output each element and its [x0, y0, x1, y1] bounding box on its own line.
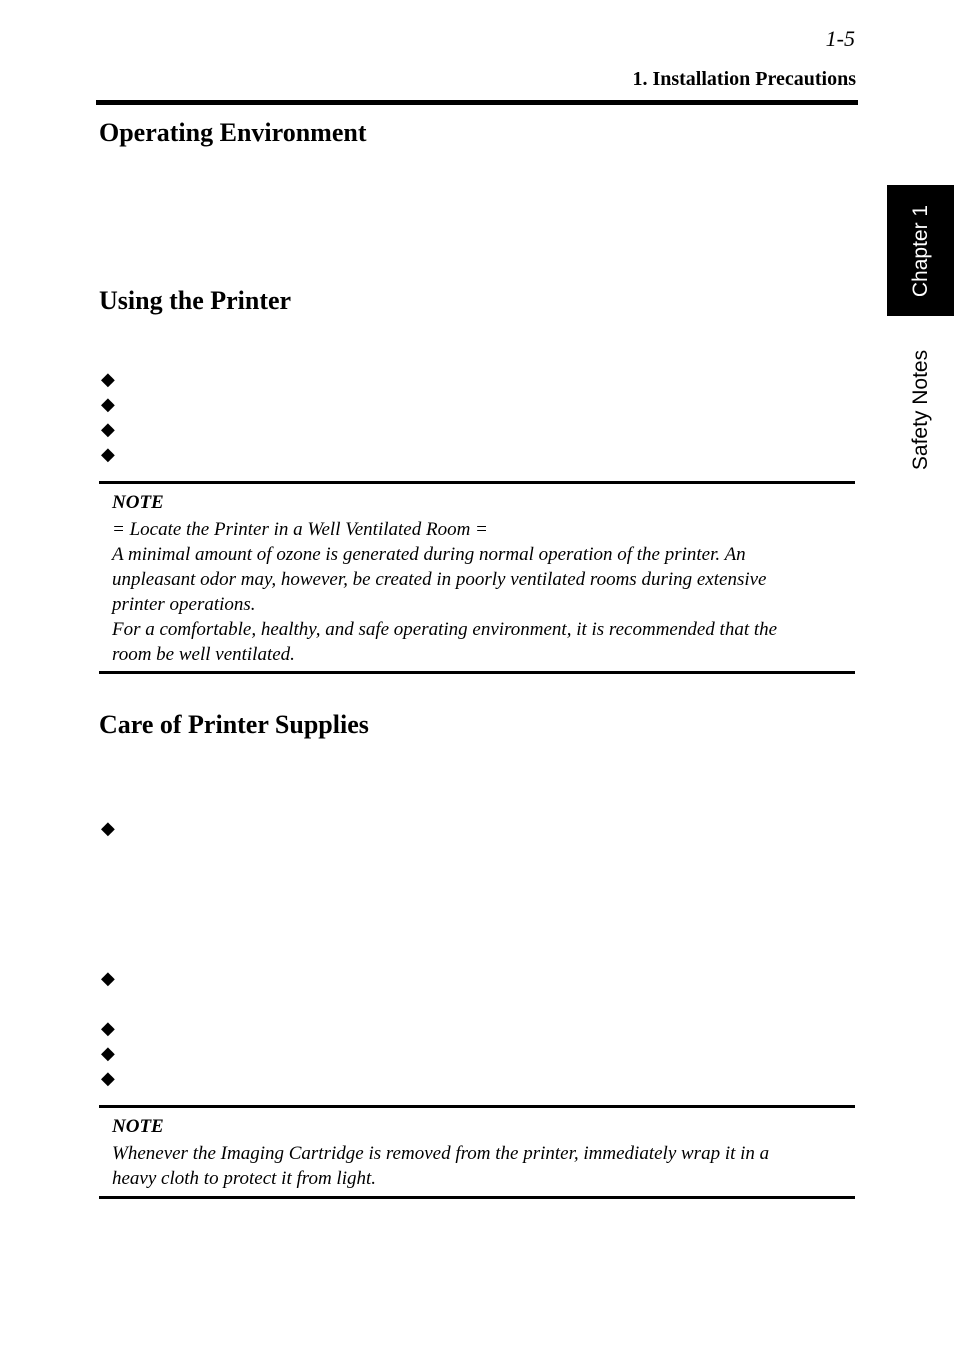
- note-line: unpleasant odor may, however, be created in poorly ventilated rooms during extensive: [112, 569, 767, 590]
- section-tab-label: Safety Notes: [908, 349, 932, 471]
- heading-operating-environment: Operating Environment: [99, 118, 367, 147]
- note-line: For a comfortable, healthy, and safe operating environment, it is recommended that the: [112, 619, 778, 640]
- chapter-tab: [887, 185, 954, 316]
- bullet-icon: ◆: [101, 419, 115, 439]
- note-line: room be well ventilated.: [112, 644, 295, 665]
- bullet-icon: ◆: [101, 1068, 115, 1088]
- bullet-icon: ◆: [101, 444, 115, 464]
- note-line: Whenever the Imaging Cartridge is removed from the printer, immediately wrap it in a: [112, 1143, 770, 1164]
- heading-using-the-printer: Using the Printer: [99, 286, 292, 315]
- note-line: printer operations.: [112, 594, 256, 615]
- note-label: NOTE: [112, 492, 164, 513]
- note-label: NOTE: [112, 1116, 164, 1137]
- heading-care-of-printer-supplies: Care of Printer Supplies: [99, 710, 369, 739]
- note-cartridge: [99, 1105, 855, 1199]
- bullet-icon: ◆: [101, 369, 115, 389]
- page-number: 1-5: [825, 26, 855, 51]
- chapter-tab-label: Chapter 1: [908, 204, 932, 297]
- note-ventilation: [99, 481, 855, 674]
- section-tab: [887, 330, 954, 490]
- note-line: A minimal amount of ozone is generated during normal operation of the printer. An: [112, 544, 746, 565]
- bullet-icon: ◆: [101, 1018, 115, 1038]
- running-header: 1. Installation Precautions: [632, 68, 856, 90]
- bullet-icon: ◆: [101, 968, 115, 988]
- bullet-icon: ◆: [101, 1043, 115, 1063]
- bullet-icon: ◆: [101, 818, 115, 838]
- header-rule: [96, 100, 858, 105]
- bullet-icon: ◆: [101, 394, 115, 414]
- note-line: heavy cloth to protect it from light.: [112, 1168, 377, 1189]
- note-line: = Locate the Printer in a Well Ventilated Room =: [112, 519, 488, 540]
